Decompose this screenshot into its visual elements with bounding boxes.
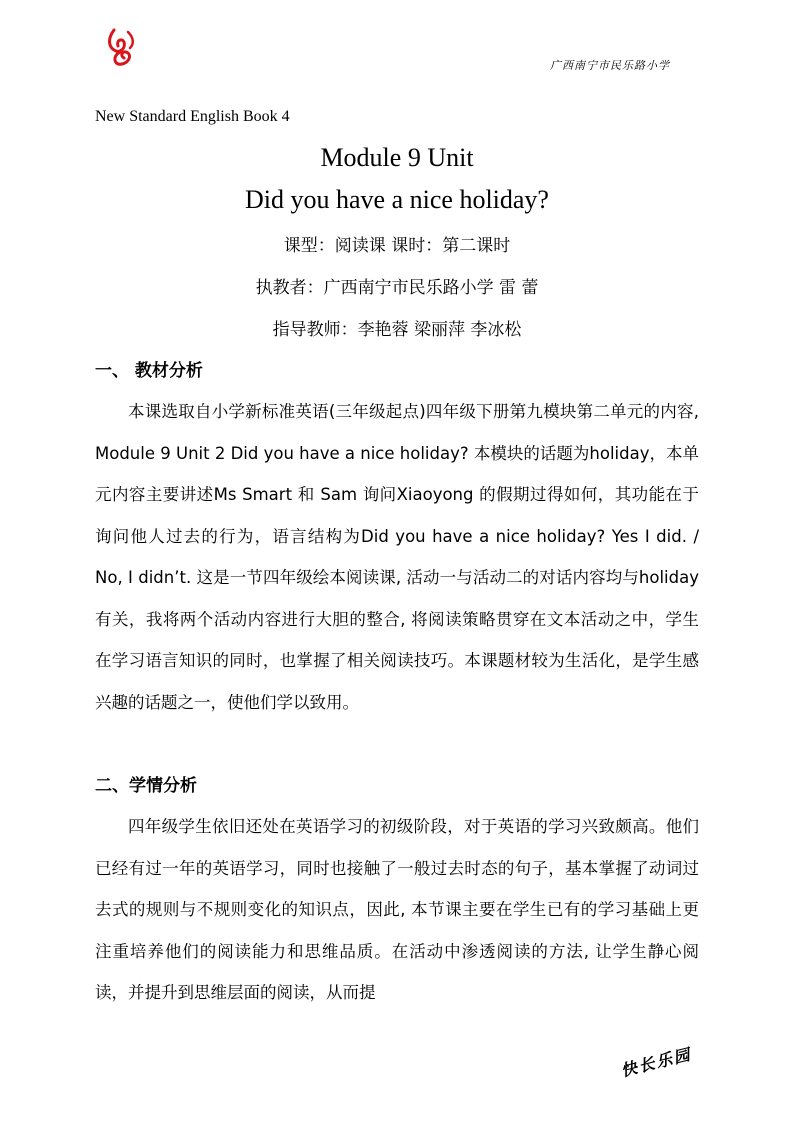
lesson-title: Did you have a nice holiday? xyxy=(245,185,549,214)
red-ribbon-logo-icon xyxy=(104,26,140,70)
module-title: Module 9 Unit xyxy=(320,143,474,172)
section-body: 四年级学生依旧还处在英语学习的初级阶段，对于英语的学习兴致颇高。他们已经有过一年的英语学习，同时也接触了一般过去时态的句子，基本掌握了动词过去式的规则与不规则变化的知识点，因此, 本节课主要在学生已有的学习基础上更注重培养他们的阅读能力和思维品质。在活动中渗透阅读的方法, 让学生静心阅读，并提升到思维层面的阅读，从而提 xyxy=(95,817,699,1002)
lesson-info: 课型：阅读课 课时：第二课时 xyxy=(283,236,511,256)
teacher-info: 执教者：广西南宁市民乐路小学 雷 蕾 xyxy=(255,278,539,298)
school-header: 广西南宁市民乐路小学 xyxy=(550,59,670,72)
section-heading: 二、学情分析 xyxy=(95,776,197,796)
advisors-info: 指导教师：李艳蓉 梁丽萍 李冰松 xyxy=(272,320,522,340)
book-title: New Standard English Book 4 xyxy=(95,108,290,125)
section-body: 本课选取自小学新标准英语(三年级起点)四年级下册第九模块第二单元的内容, Module 9 Unit 2 Did you have a nice holiday? 本模块的话题为holiday，本单元内容主要讲述Ms Smart 和 Sam 询问Xiaoyong 的假期过得如何，其功能在于询问他人过去的行为，语言结构为Did you have a nice holiday? Yes I did. / No, I didn’t. 这是一节四年级绘本阅读课, 活动一与活动二的对话内容均与holiday 有关，我将两个活动内容进行大胆的整合, 将阅读策略贯穿在文本活动之中，学生在学习语言知识的同时，也掌握了相关阅读技巧。本课题材较为生活化，是学生感兴趣的话题之一，使他们学以致用。 xyxy=(95,402,699,712)
section-heading: 一、 教材分析 xyxy=(95,361,203,381)
footer-stamp: 快长乐园 xyxy=(619,1044,694,1081)
